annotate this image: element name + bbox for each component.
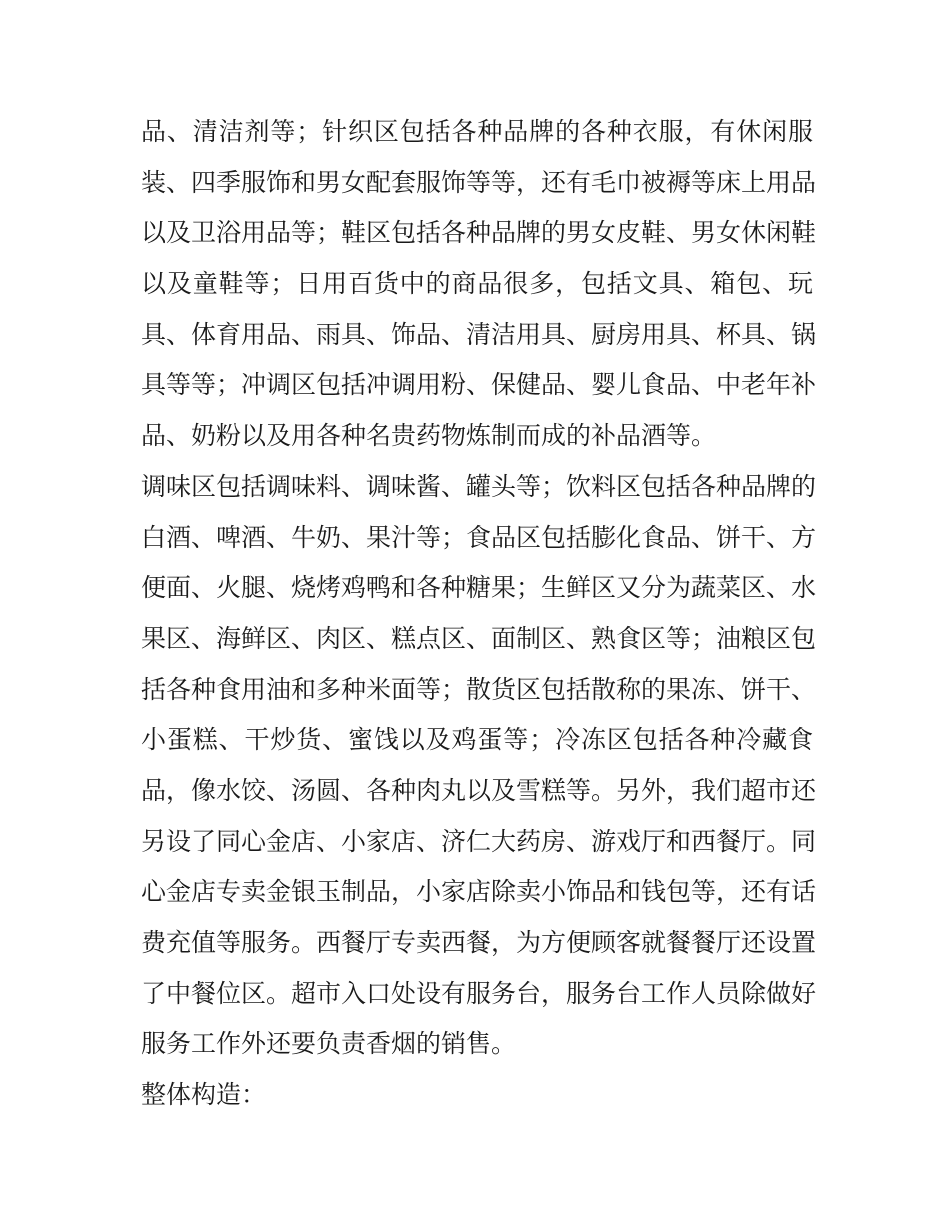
section-heading-overall-structure	[141, 1070, 813, 1121]
text-line: 品、清洁剂等；针织区包括各种品牌的各种衣服，有休闲服	[141, 117, 813, 146]
text-line: 括各种食用油和多种米面等；散货区包括散称的果冻、饼干、	[141, 674, 817, 704]
text-line: 服务工作外还要负责香烟的销售。	[141, 1029, 517, 1059]
text-line: 以及童鞋等；日用百货中的商品很多，包括文具、箱包、玩	[141, 269, 813, 299]
text-line: 便面、火腿、烧烤鸡鸭和各种糖果；生鲜区又分为蔬菜区、水	[141, 573, 817, 603]
heading-line: 整体构造：	[141, 1080, 267, 1110]
text-line: 费充值等服务。西餐厅专卖西餐，为方便顾客就餐餐厅还设置	[141, 928, 817, 957]
text-line: 另设了同心金店、小家店、济仁大药房、游戏厅和西餐厅。同	[141, 826, 817, 856]
paragraph-products-continued	[141, 107, 817, 462]
paragraph-store-areas	[141, 462, 817, 1070]
text-line: 心金店专卖金银玉制品，小家店除卖小饰品和钱包等，还有话	[141, 877, 817, 907]
text-line: 以及卫浴用品等；鞋区包括各种品牌的男女皮鞋、男女休闲鞋	[141, 218, 817, 248]
text-line: 品、奶粉以及用各种名贵药物炼制而成的补品酒等。	[141, 421, 717, 451]
document-body	[141, 107, 817, 1121]
text-line: 白酒、啤酒、牛奶、果汁等；食品区包括膨化食品、饼干、方	[141, 522, 817, 552]
text-line: 具、体育用品、雨具、饰品、清洁用具、厨房用具、杯具、锅	[141, 319, 817, 349]
text-line: 果区、海鲜区、肉区、糕点区、面制区、熟食区等；油粮区包	[141, 623, 817, 653]
text-line: 调味区包括调味料、调味酱、罐头等；饮料区包括各种品牌的	[141, 471, 817, 501]
text-line: 品，像水饺、汤圆、各种肉丸以及雪糕等。另外，我们超市还	[141, 775, 817, 805]
text-line: 装、四季服饰和男女配套服饰等等，还有毛巾被褥等床上用品	[141, 167, 817, 197]
text-line: 了中餐位区。超市入口处设有服务台，服务台工作人员除做好	[141, 978, 817, 1008]
text-line: 具等等；冲调区包括冲调用粉、保健品、婴儿食品、中老年补	[141, 370, 817, 400]
text-line: 小蛋糕、干炒货、蜜饯以及鸡蛋等；冷冻区包括各种冷藏食	[141, 725, 813, 755]
